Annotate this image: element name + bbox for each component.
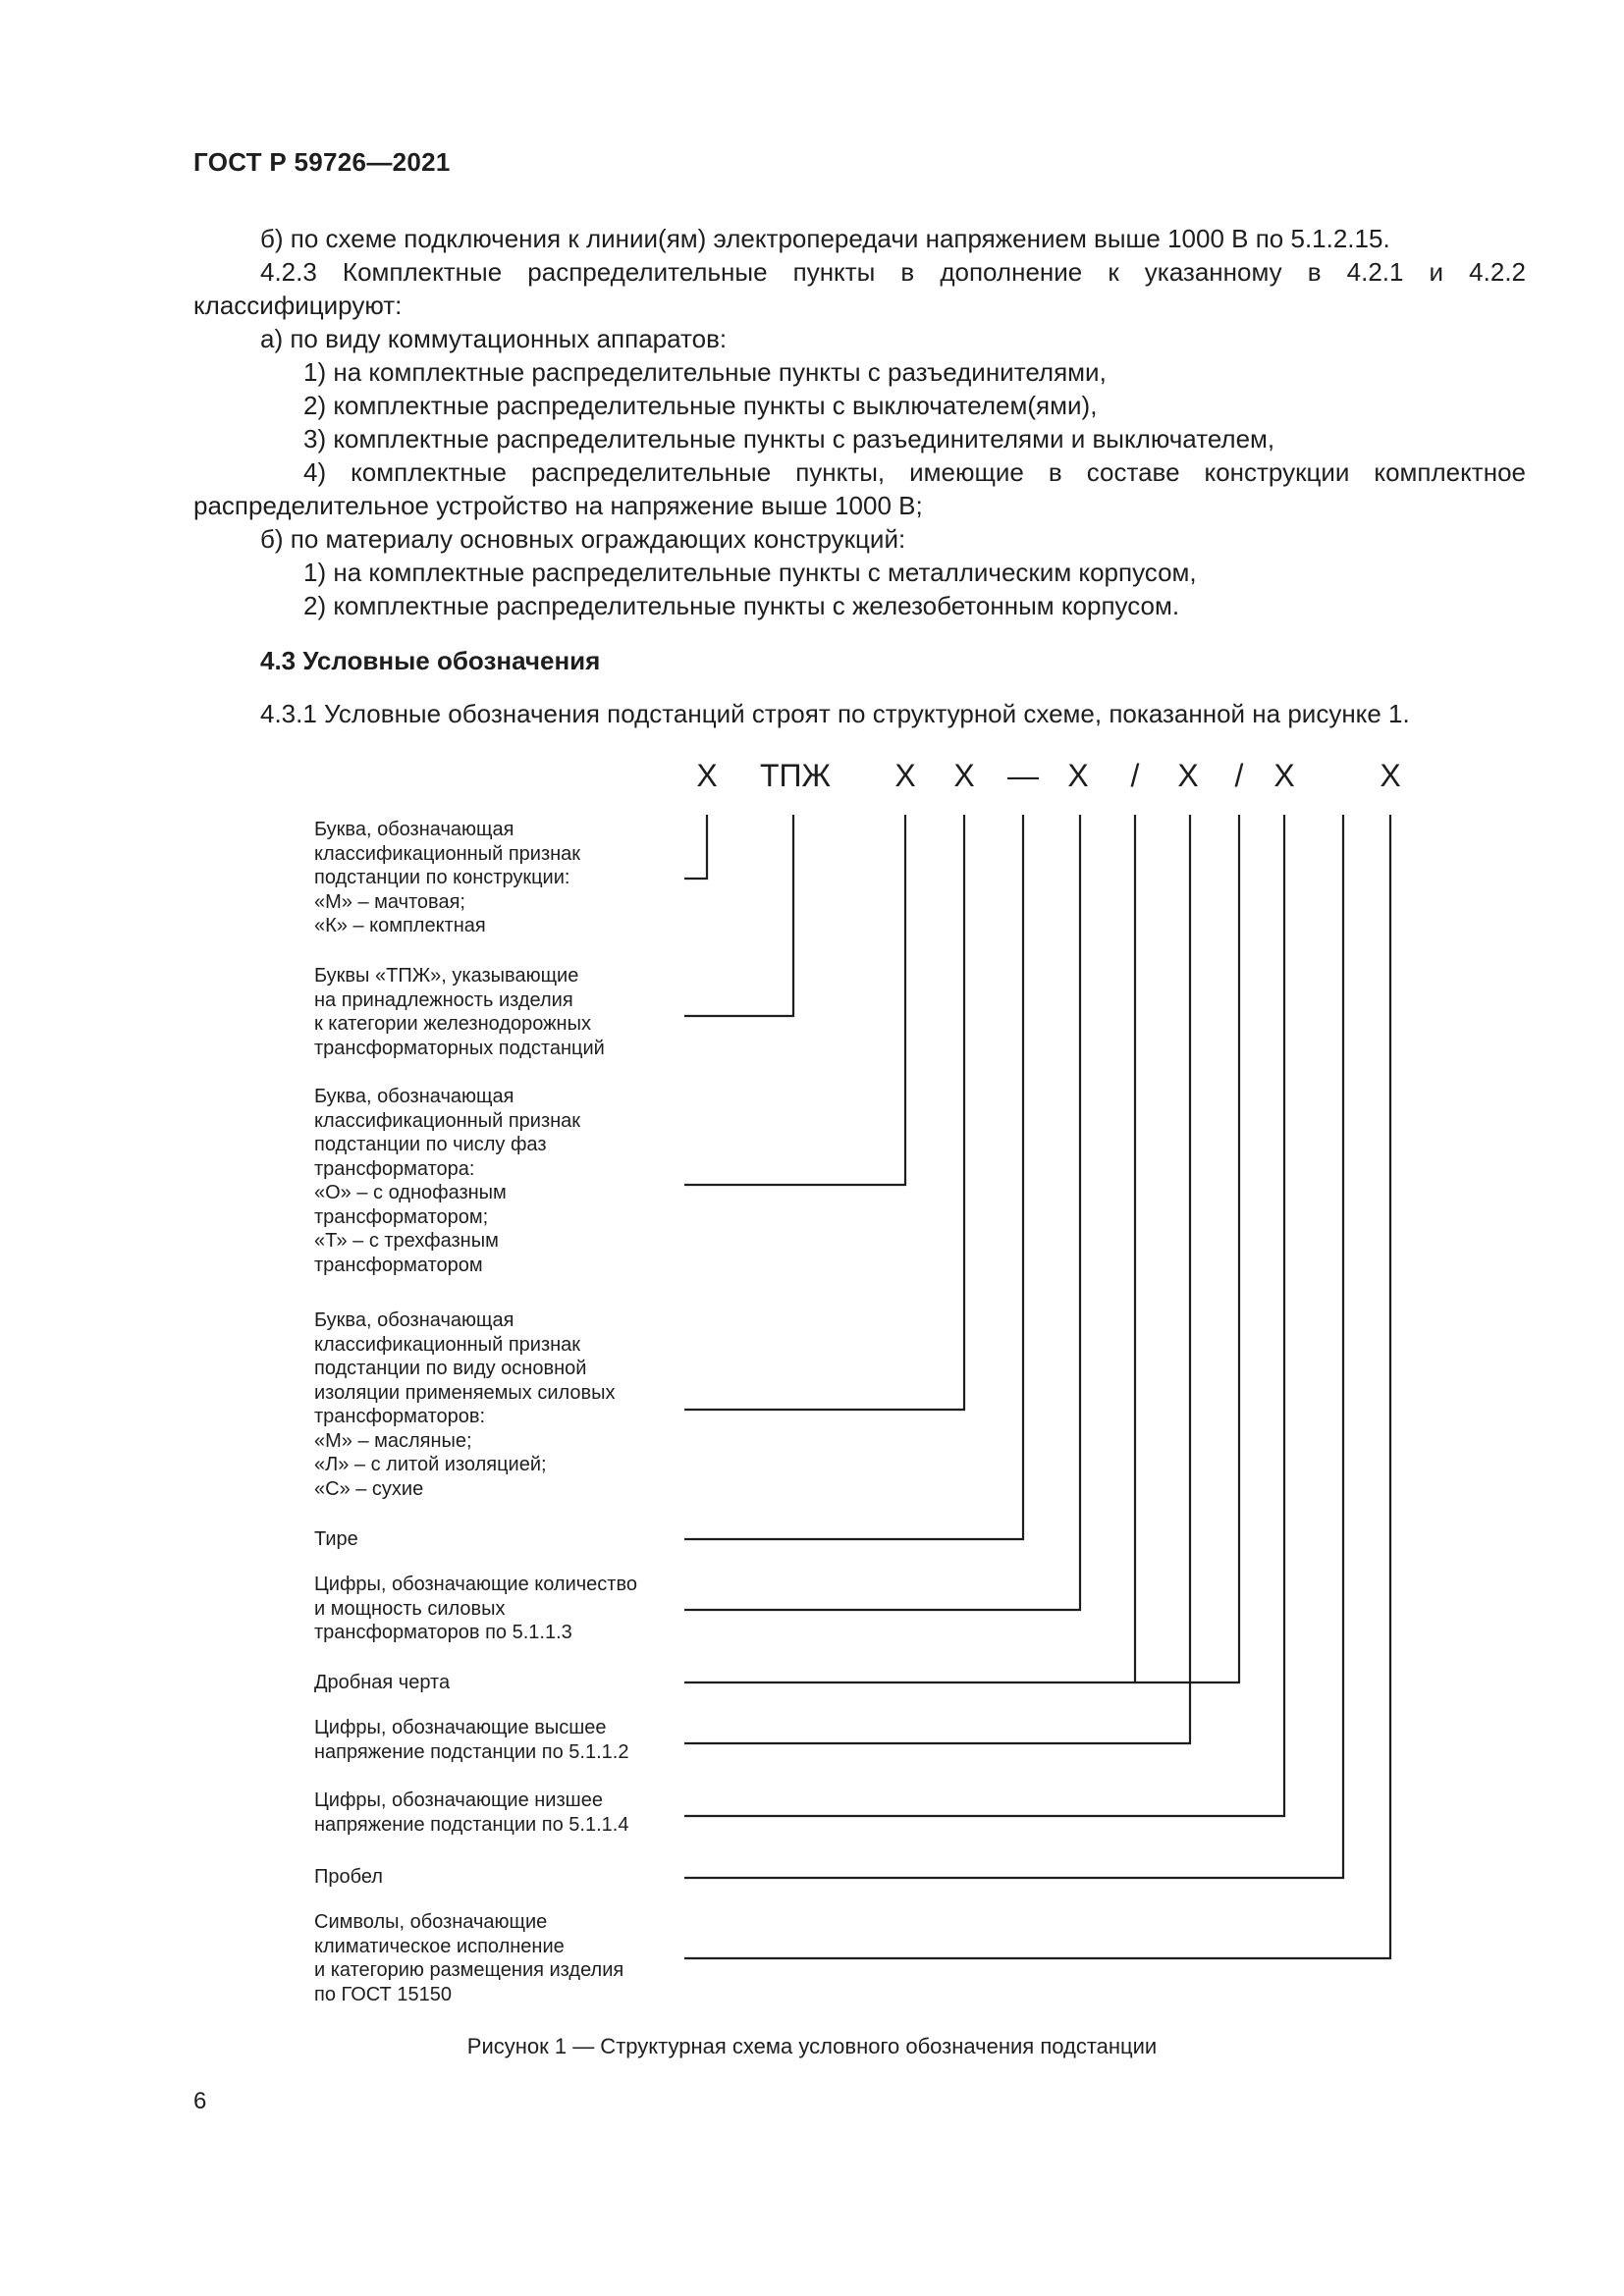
diagram-label: Буквы «ТПЖ», указывающие на принадлежность изделия к категории железнодорожных трансформаторных подстанций [314, 965, 605, 1059]
code-symbol: — [1007, 758, 1039, 793]
figure-caption: Рисунок 1 — Структурная схема условного обозначения подстанции [466, 2034, 1158, 2058]
diagram-label: Цифры, обозначающие количество и мощность силовых трансформаторов по 5.1.1.3 [314, 1574, 637, 1643]
paragraph: б) по схеме подключения к линии(ям) электропередачи напряжением выше 1000 В по 5.1.2.15. [260, 224, 1390, 253]
list-item: 4) комплектные распределительные пункты, имеющие в составе конструкции комплектное распределительное устройство на напряжение выше 1000 В; [193, 457, 1526, 520]
code-symbol: / [1234, 758, 1244, 793]
leader-line [684, 815, 1135, 1682]
code-symbol: Х [696, 758, 718, 793]
list-item: 2) комплектные распределительные пункты с выключателем(ями), [303, 391, 1098, 420]
section-paragraph: 4.3.1 Условные обозначения подстанций строят по структурной схеме, показанной на рисунке 1. [260, 699, 1410, 728]
leader-line [684, 815, 1080, 1610]
diagram-label: Символы, обозначающие климатическое исполнение и категорию размещения изделия по ГОСТ 15150 [314, 1911, 624, 2005]
code-symbol: Х [953, 758, 975, 793]
code-symbol: Х [894, 758, 916, 793]
designation-code [0, 756, 1624, 795]
code-symbol: / [1130, 758, 1140, 793]
leader-line [684, 815, 905, 1185]
diagram-label: Тире [314, 1528, 358, 1550]
leader-line [684, 815, 793, 1016]
diagram-label: Цифры, обозначающие высшее напряжение подстанции по 5.1.1.2 [314, 1717, 629, 1763]
leader-line [684, 815, 707, 879]
list-item: 1) на комплектные распределительные пункты с разъединителями, [303, 357, 1107, 387]
list-item: 2) комплектные распределительные пункты с железобетонным корпусом. [303, 591, 1180, 620]
diagram-label: Пробел [314, 1866, 383, 1888]
leader-line [684, 815, 1343, 1878]
diagram-label: Буква, обозначающая классификационный признак подстанции по виду основной изоляции применяемых силовых трансформаторов: «М» – масляные; «Л» – с литой изоляцией; «С» – сухие [314, 1309, 616, 1500]
paragraph: 4.2.3 Комплектные распределительные пункты в дополнение к указанному в 4.2.1 и 4.2.2 классифицируют: [193, 257, 1526, 320]
section-title: 4.3 Условные обозначения [260, 646, 601, 675]
leader-line [684, 815, 1390, 1958]
leader-line [684, 815, 1190, 1743]
list-item: а) по виду коммутационных аппаратов: [260, 324, 728, 353]
code-symbol: Х [1380, 758, 1401, 793]
list-item: б) по материалу основных ограждающих конструкций: [260, 524, 906, 554]
diagram-label: Цифры, обозначающие низшее напряжение подстанции по 5.1.1.4 [314, 1789, 629, 1836]
code-symbol: Х [1273, 758, 1295, 793]
list-item: 3) комплектные распределительные пункты с разъединителями и выключателем, [303, 424, 1275, 454]
body-text [193, 222, 1526, 622]
list-item: 1) на комплектные распределительные пункты с металлическим корпусом, [303, 558, 1197, 587]
code-symbol: Х [1067, 758, 1089, 793]
diagram-label: Буква, обозначающая классификационный признак подстанции по числу фаз трансформатора: «О» – с однофазным трансформатором; «Т» – с трехфазным трансформатором [314, 1086, 581, 1276]
leader-line [684, 815, 964, 1410]
leader-line [1135, 815, 1239, 1682]
code-symbol: Х [1177, 758, 1199, 793]
leader-line [684, 815, 1023, 1539]
leader-line [684, 815, 1284, 1816]
diagram-label: Буква, обозначающая классификационный признак подстанции по конструкции: «М» – мачтовая; «К» – комплектная [314, 819, 581, 936]
diagram-label: Дробная черта [314, 1672, 451, 1693]
page-number: 6 [193, 2088, 207, 2114]
document-header: ГОСТ Р 59726—2021 [193, 147, 451, 177]
code-symbol: ТПЖ [759, 758, 832, 793]
